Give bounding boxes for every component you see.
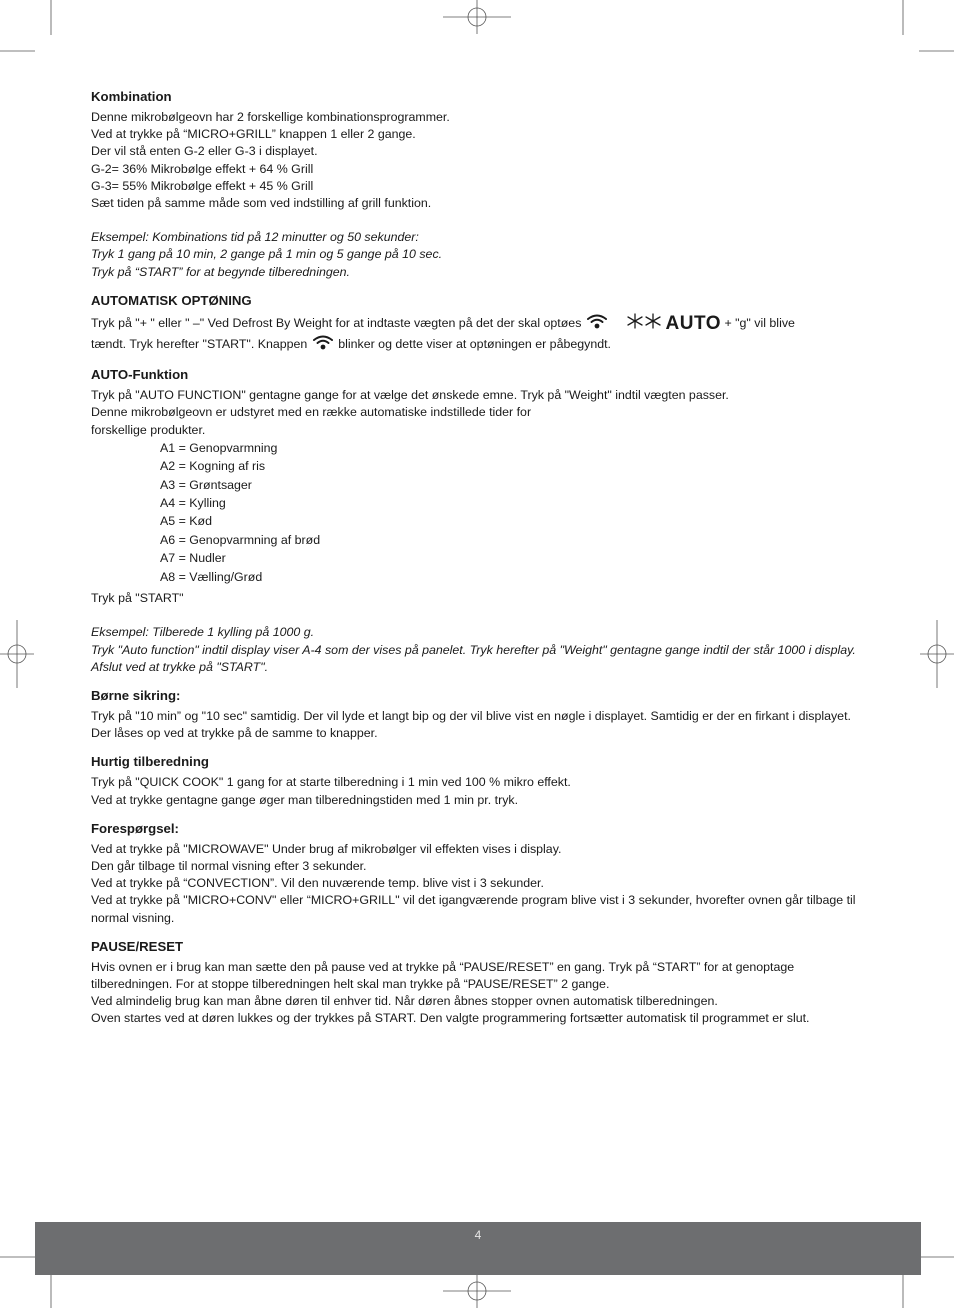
list-item: A5 = Kød: [160, 514, 213, 529]
program-list: [91, 439, 861, 586]
list-item: A1 = Genopvarmning: [160, 440, 278, 455]
document-body: [91, 88, 861, 1039]
body-text: Tryk på "+ " eller " –" Ved Defrost By Weight for at indtaste vægten på det der skal optøes: [91, 315, 582, 330]
section-heading: Forespørgsel:: [91, 820, 179, 836]
body-line: Ved at trykke på “CONVECTION”. Vil den nuværende temp. blive vist i 3 sekunder.: [91, 876, 544, 891]
list-item: A8 = Vælling/Grød: [160, 569, 263, 584]
list-item: A2 = Kogning af ris: [160, 459, 266, 474]
example-line: Tryk på “START” for at begynde tilberedningen.: [91, 264, 350, 279]
list-item: A7 = Nudler: [160, 551, 226, 566]
section-kombination: [91, 88, 861, 281]
body-line: Oven startes ved at døren lukkes og der trykkes på START. Den valgte programmering fortsætter automatisk til programmet er slut.: [91, 1011, 810, 1026]
section-automatisk-optoning: [91, 292, 861, 355]
page-number: 4: [474, 1228, 482, 1242]
body-text: + "g" vil blive: [724, 315, 795, 330]
body-line: Den går tilbage til normal visning efter 3 sekunder.: [91, 858, 367, 873]
body-line: Ved at trykke på "MICROWAVE" Under brug af mikrobølger vil effekten vises i display.: [91, 841, 562, 856]
defrost-wave-icon: [311, 334, 335, 355]
body-line: forskellige produkter.: [91, 422, 206, 437]
body-text: tændt. Tryk herefter "START". Knappen: [91, 336, 308, 351]
section-heading: Kombination: [91, 89, 172, 104]
snowflake-icon: [626, 313, 662, 334]
body-line: Hvis ovnen er i brug kan man sætte den på pause ved at trykke på “PAUSE/RESET” en gang. Tryk på “START” for at genoptage tilberedningen. For at stoppe tilberedningen helt skal man trykke på “PAUSE/RESET” 2 gange.: [91, 959, 795, 991]
body-line: Denne mikrobølgeovn har 2 forskellige kombinationsprogrammer.: [91, 110, 450, 124]
body-line: Ved at trykke gentagne gange øger man tilberedningstiden med 1 min pr. tryk.: [91, 792, 519, 807]
body-line: Tryk på "START": [91, 591, 184, 606]
section-heading: AUTOMATISK OPTØNING: [91, 292, 252, 308]
body-line: Ved at trykke på “MICRO+GRILL” knappen 1 eller 2 gange.: [91, 127, 416, 142]
section-auto-funktion: [91, 366, 861, 676]
section-heading: Børne sikring:: [91, 687, 181, 703]
body-text: blinker og dette viser at optøningen er påbegyndt.: [338, 336, 612, 351]
body-line: [91, 313, 861, 334]
body-line: Ved at trykke på "MICRO+CONV" eller “MICRO+GRILL" vil det igangværende program blive vist i 3 sekunder, hvorefter ovnen går tilbage til normal visning.: [91, 893, 856, 925]
list-item: A4 = Kylling: [160, 496, 226, 511]
section-heading: Hurtig tilberedning: [91, 754, 209, 770]
body-line: Der låses op ved at trykke på de samme to knapper.: [91, 726, 378, 741]
section-heading: PAUSE/RESET: [91, 938, 184, 954]
body-line: Tryk på "AUTO FUNCTION" gentagne gange for at vælge det ønskede emne. Tryk på "Weight" indtil vægten passer.: [91, 388, 729, 403]
section-pause-reset: [91, 938, 861, 1028]
body-line: G-3= 55% Mikrobølge effekt + 45 % Grill: [91, 178, 314, 193]
example-line: Afslut ved at trykke på "START".: [91, 659, 269, 674]
example-line: Eksempel: Kombinations tid på 12 minutter og 50 sekunder:: [91, 230, 419, 245]
section-foresporgsel: [91, 820, 861, 927]
footer-bar: [35, 1222, 921, 1275]
auto-label: AUTO: [665, 312, 722, 334]
body-line: [91, 334, 861, 355]
body-line: Der vil stå enten G-2 eller G-3 i displayet.: [91, 144, 318, 159]
body-line: Tryk på "QUICK COOK" 1 gang for at starte tilberedning i 1 min ved 100 % mikro effekt.: [91, 775, 571, 790]
section-hurtig-tilberedning: [91, 753, 861, 808]
list-item: A6 = Genopvarmning af brød: [160, 532, 321, 547]
body-line: Tryk på "10 min” og "10 sec" samtidig. Der vil lyde et langt bip og der vil blive vist en nøgle i displayet. Samtidig er der en firkant i displayet.: [91, 708, 851, 723]
section-borne-sikring: [91, 687, 861, 742]
list-item: A3 = Grøntsager: [160, 477, 252, 492]
body-line: Denne mikrobølgeovn er udstyret med en række automatiske indstillede tider for: [91, 405, 532, 420]
body-line: G-2= 36% Mikrobølge effekt + 64 % Grill: [91, 161, 314, 176]
section-heading: AUTO-Funktion: [91, 367, 189, 383]
body-line: Sæt tiden på samme måde som ved indstilling af grill funktion.: [91, 196, 432, 211]
example-line: Eksempel: Tilberede 1 kylling på 1000 g.: [91, 625, 315, 640]
example-line: Tryk 1 gang på 10 min, 2 gange på 1 min og 5 gange på 10 sec.: [91, 247, 443, 262]
defrost-wave-icon: [585, 313, 609, 334]
body-line: Ved almindelig brug kan man åbne døren til enhver tid. Når døren åbnes stopper ovnen automatisk tilberedningen.: [91, 994, 718, 1009]
example-line: Tryk "Auto function" indtil display viser A-4 som der vises på panelet. Tryk herefter på "Weight" gentagne gange indtil der står 1000 i display.: [91, 642, 856, 657]
